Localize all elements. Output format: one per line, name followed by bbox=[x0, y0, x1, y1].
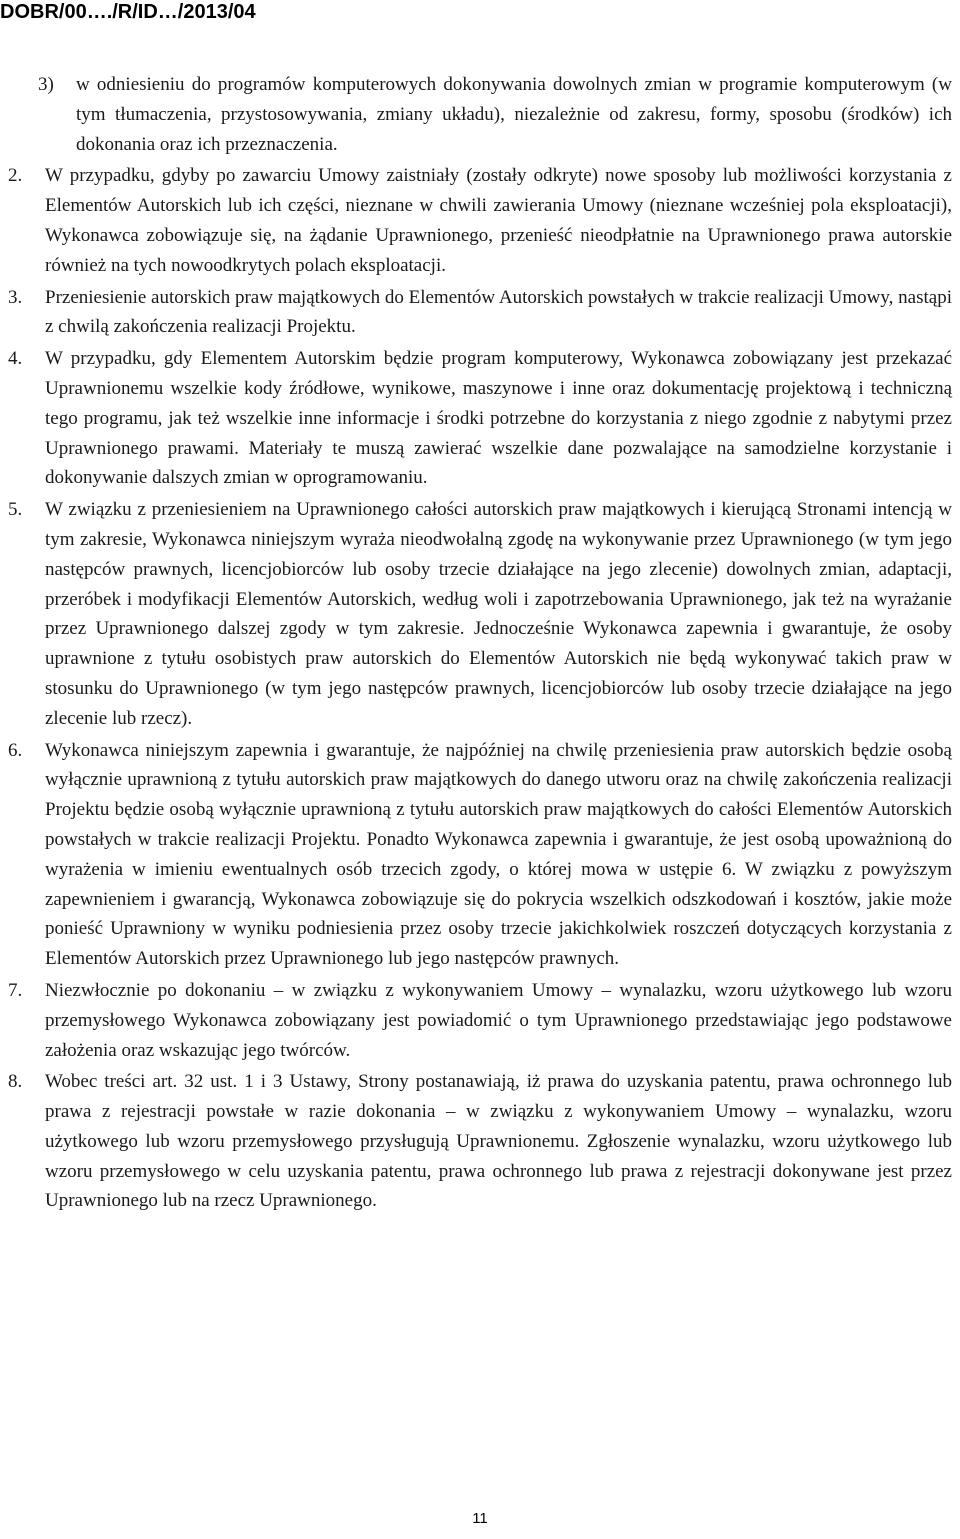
paragraph-number: 2. bbox=[8, 165, 23, 187]
paragraph-text: W związku z przeniesieniem na Uprawnionego całości autorskich praw majątkowych i kierującą Stronami intencją w tym zakresie, Wykonawca niniejszym wyraża nieodwołalną zgodę na wykonywanie przez Uprawnionego (w tym jego następców prawnych, licencjobiorców lub osoby trzecie działające na jego zlecenie) dowolnych zmian, adaptacji, przeróbek i modyfikacji Elementów Autorskich, według woli i zapotrzebowania Uprawnionego, jak też na wyrażanie przez Uprawnionego dalszej zgody w tym zakresie. Jednocześnie Wykonawca zapewnia i gwarantuje, że osoby uprawnione z tytułu osobistych praw autorskich do Elementów Autorskich nie będą wykonywać takich praw w stosunku do Uprawnionego (w tym jego następców prawnych, licencjobiorców lub osoby trzecie działające na jego zlecenie lub rzecz). bbox=[45, 499, 952, 729]
document-body bbox=[8, 70, 952, 1218]
paragraph-4 bbox=[8, 344, 952, 493]
document-reference-header: DOBR/00…./R/ID…/2013/04 bbox=[0, 1, 256, 23]
paragraph-6 bbox=[8, 736, 952, 974]
paragraph-3 bbox=[8, 283, 952, 343]
paragraph-number: 7. bbox=[8, 979, 23, 1001]
subitem-3 bbox=[8, 70, 952, 159]
paragraph-text: Niezwłocznie po dokonaniu – w związku z wykonywaniem Umowy – wynalazku, wzoru użytkowego lub wzoru przemysłowego Wykonawca zobowiązany jest powiadomić o tym Uprawnionego przedstawiając jego podstawowe założenia oraz wskazując jego twórców. bbox=[45, 979, 952, 1061]
paragraph-2 bbox=[8, 161, 952, 280]
paragraph-text: Wobec treści art. 32 ust. 1 i 3 Ustawy, Strony postanawiają, iż prawa do uzyskania patentu, prawa ochronnego lub prawa z rejestracji powstałe w razie dokonania – w związku z wykonywaniem Umowy – wynalazku, wzoru użytkowego lub wzoru przemysłowego przysługują Uprawnionemu. Zgłoszenie wynalazku, wzoru użytkowego lub wzoru przemysłowego w celu uzyskania patentu, prawa ochronnego lub prawa z rejestracji dokonywane jest przez Uprawnionego lub na rzecz Uprawnionego. bbox=[45, 1071, 952, 1212]
subitem-number: 3) bbox=[38, 74, 54, 95]
paragraph-8 bbox=[8, 1067, 952, 1216]
paragraph-5 bbox=[8, 495, 952, 733]
paragraph-number: 3. bbox=[8, 286, 23, 308]
subitem-text: w odniesieniu do programów komputerowych dokonywania dowolnych zmian w programie komputerowym (w tym tłumaczenia, przystosowywania, zmiany układu), niezależnie od zakresu, formy, sposobu (środków) ich dokonania oraz ich przeznaczenia. bbox=[76, 74, 952, 155]
paragraph-number: 6. bbox=[8, 739, 23, 761]
paragraph-text: W przypadku, gdyby po zawarciu Umowy zaistniały (zostały odkryte) nowe sposoby lub możliwości korzystania z Elementów Autorskich lub ich części, nieznane w chwili zawierania Umowy (nieznane wcześniej pola eksploatacji), Wykonawca zobowiązuje się, na żądanie Uprawnionego, przenieść nieodpłatnie na Uprawnionego prawa autorskie również na tych nowoodkrytych polach eksploatacji. bbox=[45, 165, 952, 276]
paragraph-7 bbox=[8, 976, 952, 1065]
paragraph-number: 4. bbox=[8, 348, 23, 370]
paragraph-number: 5. bbox=[8, 499, 23, 521]
paragraph-number: 8. bbox=[8, 1071, 23, 1093]
paragraph-text: Wykonawca niniejszym zapewnia i gwarantuje, że najpóźniej na chwilę przeniesienia praw autorskich będzie osobą wyłącznie uprawnioną z tytułu autorskich praw majątkowych do danego utworu oraz na chwilę zakończenia realizacji Projektu będzie osobą wyłącznie uprawnioną z tytułu autorskich praw majątkowych do całości Elementów Autorskich powstałych w trakcie realizacji Projektu. Ponadto Wykonawca zapewnia i gwarantuje, że jest osobą upoważnioną do wyrażenia w imieniu ewentualnych osób trzecich zgody, o której mowa w ustępie 6. W związku z powyższym zapewnieniem i gwarancją, Wykonawca zobowiązuje się do pokrycia wszelkich odszkodowań i kosztów, jakie może ponieść Uprawniony w wyniku podniesienia przez osoby trzecie jakichkolwiek roszczeń dotyczących korzystania z Elementów Autorskich przez Uprawnionego lub jego następców prawnych. bbox=[45, 739, 952, 970]
paragraph-text: W przypadku, gdy Elementem Autorskim będzie program komputerowy, Wykonawca zobowiązany jest przekazać Uprawnionemu wszelkie kody źródłowe, wynikowe, maszynowe i inne oraz dokumentację projektową i techniczną tego programu, jak też wszelkie inne informacje i środki potrzebne do korzystania z niego zgodnie z nabytymi przez Uprawnionego prawami. Materiały te muszą zawierać wszelkie dane pozwalające na samodzielne korzystanie i dokonywanie dalszych zmian w oprogramowaniu. bbox=[45, 348, 952, 489]
page-number: 11 bbox=[472, 1510, 488, 1527]
paragraph-text: Przeniesienie autorskich praw majątkowych do Elementów Autorskich powstałych w trakcie realizacji Umowy, nastąpi z chwilą zakończenia realizacji Projektu. bbox=[45, 286, 952, 338]
